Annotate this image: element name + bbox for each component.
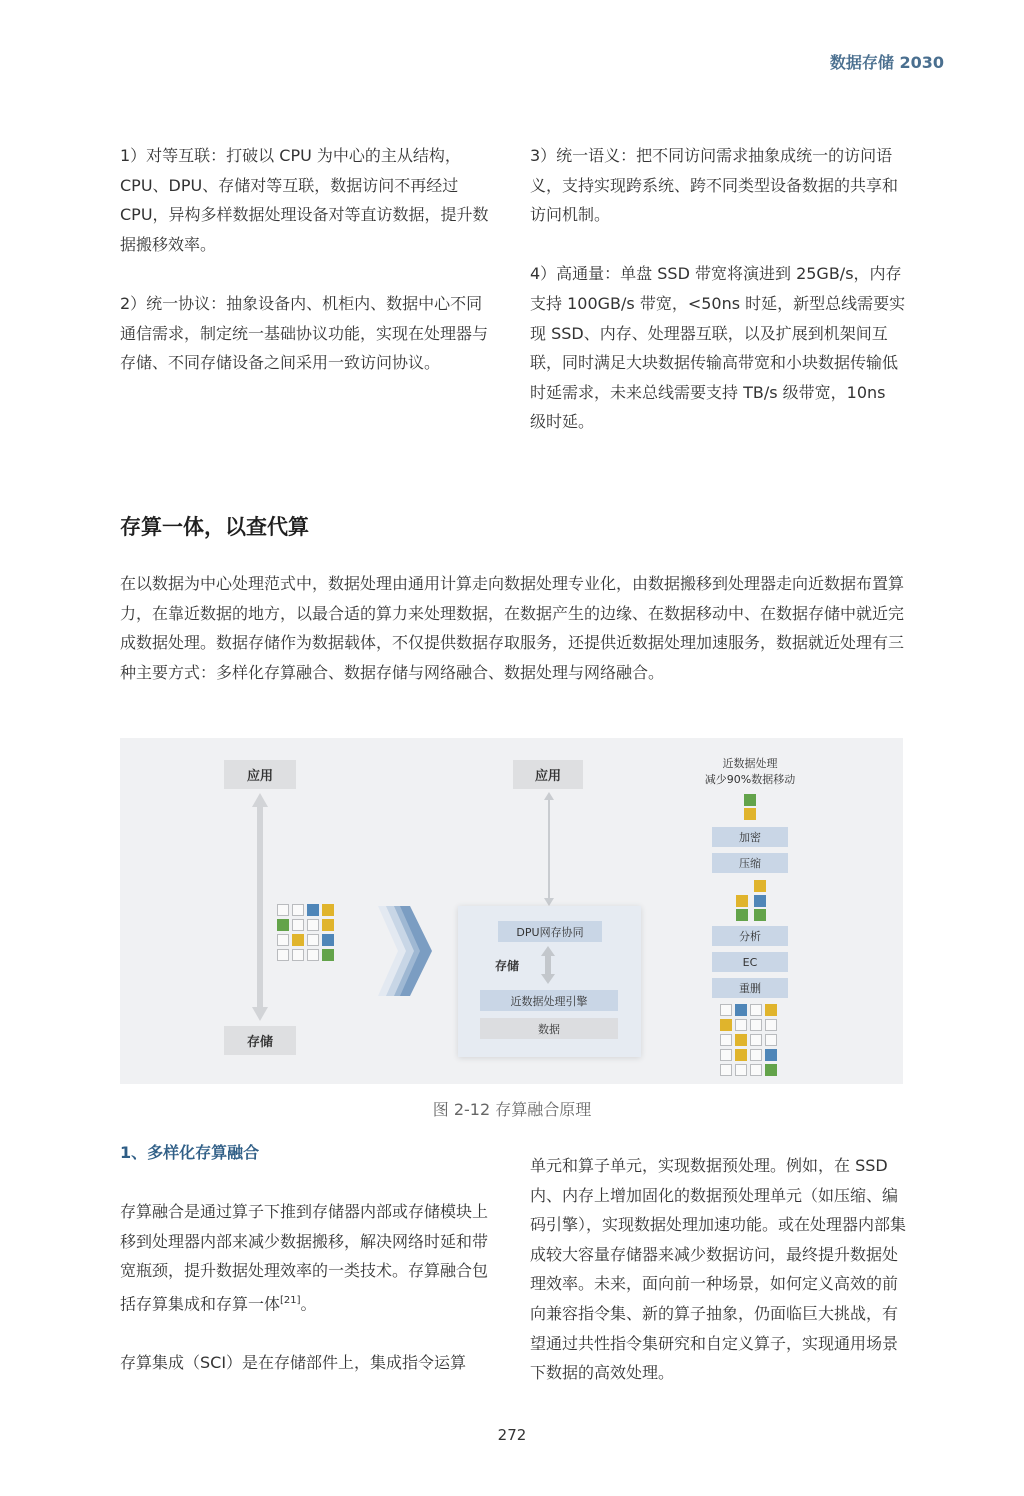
data-block-yellow [735,1034,747,1046]
right-title-line1: 近数据处理 [722,757,778,770]
chevron-arrow-icon [378,906,434,996]
sci-paragraph: 存算集成（SCI）是在存储部件上，集成指令运算 [120,1353,467,1373]
dpu-box: DPU网存协同 [498,921,602,942]
op-analyze: 分析 [712,926,788,946]
vertical-double-arrow-icon [540,946,556,984]
data-block-empty [750,1019,762,1031]
storage-label: 存储 [494,958,519,973]
data-block-green [754,909,766,921]
mid-app-box: 应用 [513,760,583,789]
point-1: 1）对等互联：打破以 CPU 为中心的主从结构，CPU、DPU、存储对等互联，数据访问不再经过 CPU，异构多样数据处理设备对等直访数据，提升数据搬移效率。 [120,146,489,254]
sci-continued-paragraph: 单元和算子单元，实现数据预处理。例如，在 SSD 内、内存上增加固化的数据预处理单元（如压缩、编码引擎），实现数据处理加速功能。或在处理器内部集成较大容量存储器来减少数据访问，最终提升数据处理效率。未来，面向前一种场景，如何定义高效的前向兼容指令集、新的算子抽象，仍面临巨大挑战，有望通过共性指令集研究和自定义算子，实现通用场景下数据的高效处理。 [530,1156,907,1383]
engine-box: 近数据处理引擎 [480,990,618,1011]
data-block-empty [750,1064,762,1076]
data-block-green [736,909,748,921]
data-block-empty [277,934,289,946]
data-box: 数据 [480,1018,618,1039]
figure-caption: 图 2-12 存算融合原理 [432,1100,592,1119]
data-block-empty [750,1034,762,1046]
data-block-blue [735,1004,747,1016]
page-number: 272 [497,1426,527,1444]
data-block-green [277,919,289,931]
double-arrow-icon [250,793,270,1021]
data-block-green [765,1064,777,1076]
data-block-yellow [720,1019,732,1031]
data-block-empty [720,1034,732,1046]
fusion-paragraph: 存算融合是通过算子下推到存储器内部或存储模块上移到处理器内部来减少数据搬移，解决网络时延和带宽瓶颈，提升数据处理效率的一类技术。存算融合包括存算集成和存算一体[21]。 [120,1202,489,1314]
left-app-box: 应用 [224,760,296,789]
data-block-yellow [744,808,756,820]
op-compress: 压缩 [712,853,788,873]
data-block-blue [754,895,766,907]
data-block-empty [277,904,289,916]
data-block-empty [277,949,289,961]
op-dedup: 重删 [712,978,788,998]
data-block-empty [720,1004,732,1016]
left-storage-box: 存储 [224,1026,296,1055]
data-block-empty [307,919,319,931]
data-block-empty [735,1064,747,1076]
top-left-column [120,141,496,378]
data-block-empty [765,1034,777,1046]
op-encrypt: 加密 [712,827,788,847]
data-block-empty [307,949,319,961]
subsection-title: 1、多样化存算融合 [120,1143,260,1162]
top-right-column [530,141,906,437]
point-2: 2）统一协议：抽象设备内、机柜内、数据中心不同通信需求，制定统一基础协议功能，实现在处理器与存储、不同存储设备之间采用一致访问协议。 [120,293,489,373]
citation[interactable]: [21] [280,1294,301,1306]
data-block-yellow [322,919,334,931]
point-3: 3）统一语义：把不同访问需求抽象成统一的访问语义，支持实现跨系统、跨不同类型设备数据的共享和访问机制。 [530,146,899,225]
data-block-empty [292,904,304,916]
section-title: 存算一体，以查代算 [120,515,309,539]
storage-panel [458,906,641,1057]
data-block-blue [322,934,334,946]
data-block-green [744,794,756,806]
bottom-right-column [530,1151,906,1388]
thin-arrow-icon [542,792,556,906]
data-block-empty [292,949,304,961]
data-block-yellow [735,1049,747,1061]
op-ec: EC [712,952,788,972]
data-block-blue [307,904,319,916]
data-block-empty [750,1049,762,1061]
data-block-empty [720,1064,732,1076]
data-block-yellow [322,904,334,916]
data-block-empty [735,1019,747,1031]
data-block-empty [292,919,304,931]
running-header: 数据存储 2030 [829,53,944,72]
point-4: 4）高通量：单盘 SSD 带宽将演进到 25GB/s，内存支持 100GB/s 带宽，<50ns 时延，新型总线需要实现 SSD、内存、处理器互联，以及扩展到机架间互联，同时满足大块数据传输高带宽和小块数据传输低时延需求，未来总线需要支持 TB/s 级带宽，10ns 级时延。 [530,264,906,432]
data-block-empty [750,1004,762,1016]
data-block-empty [307,934,319,946]
figure-storage-compute-fusion [120,738,903,1084]
data-block-yellow [765,1004,777,1016]
data-block-yellow [292,934,304,946]
data-block-green [322,949,334,961]
section-paragraph: 在以数据为中心处理范式中，数据处理由通用计算走向数据处理专业化，由数据搬移到处理器走向近数据布置算力，在靠近数据的地方，以最合适的算力来处理数据，在数据产生的边缘、在数据移动中、在数据存储中就近完成数据处理。数据存储作为数据载体，不仅提供数据存取服务，还提供近数据处理加速服务，数据就近处理有三种主要方式：多样化存算融合、数据存储与网络融合、数据处理与网络融合。 [120,574,905,682]
data-block-empty [720,1049,732,1061]
data-block-empty [765,1019,777,1031]
data-block-yellow [736,895,748,907]
bottom-left-column [120,1197,496,1378]
data-block-yellow [754,880,766,892]
data-block-blue [765,1049,777,1061]
right-title-line2: 减少90%数据移动 [704,773,796,786]
